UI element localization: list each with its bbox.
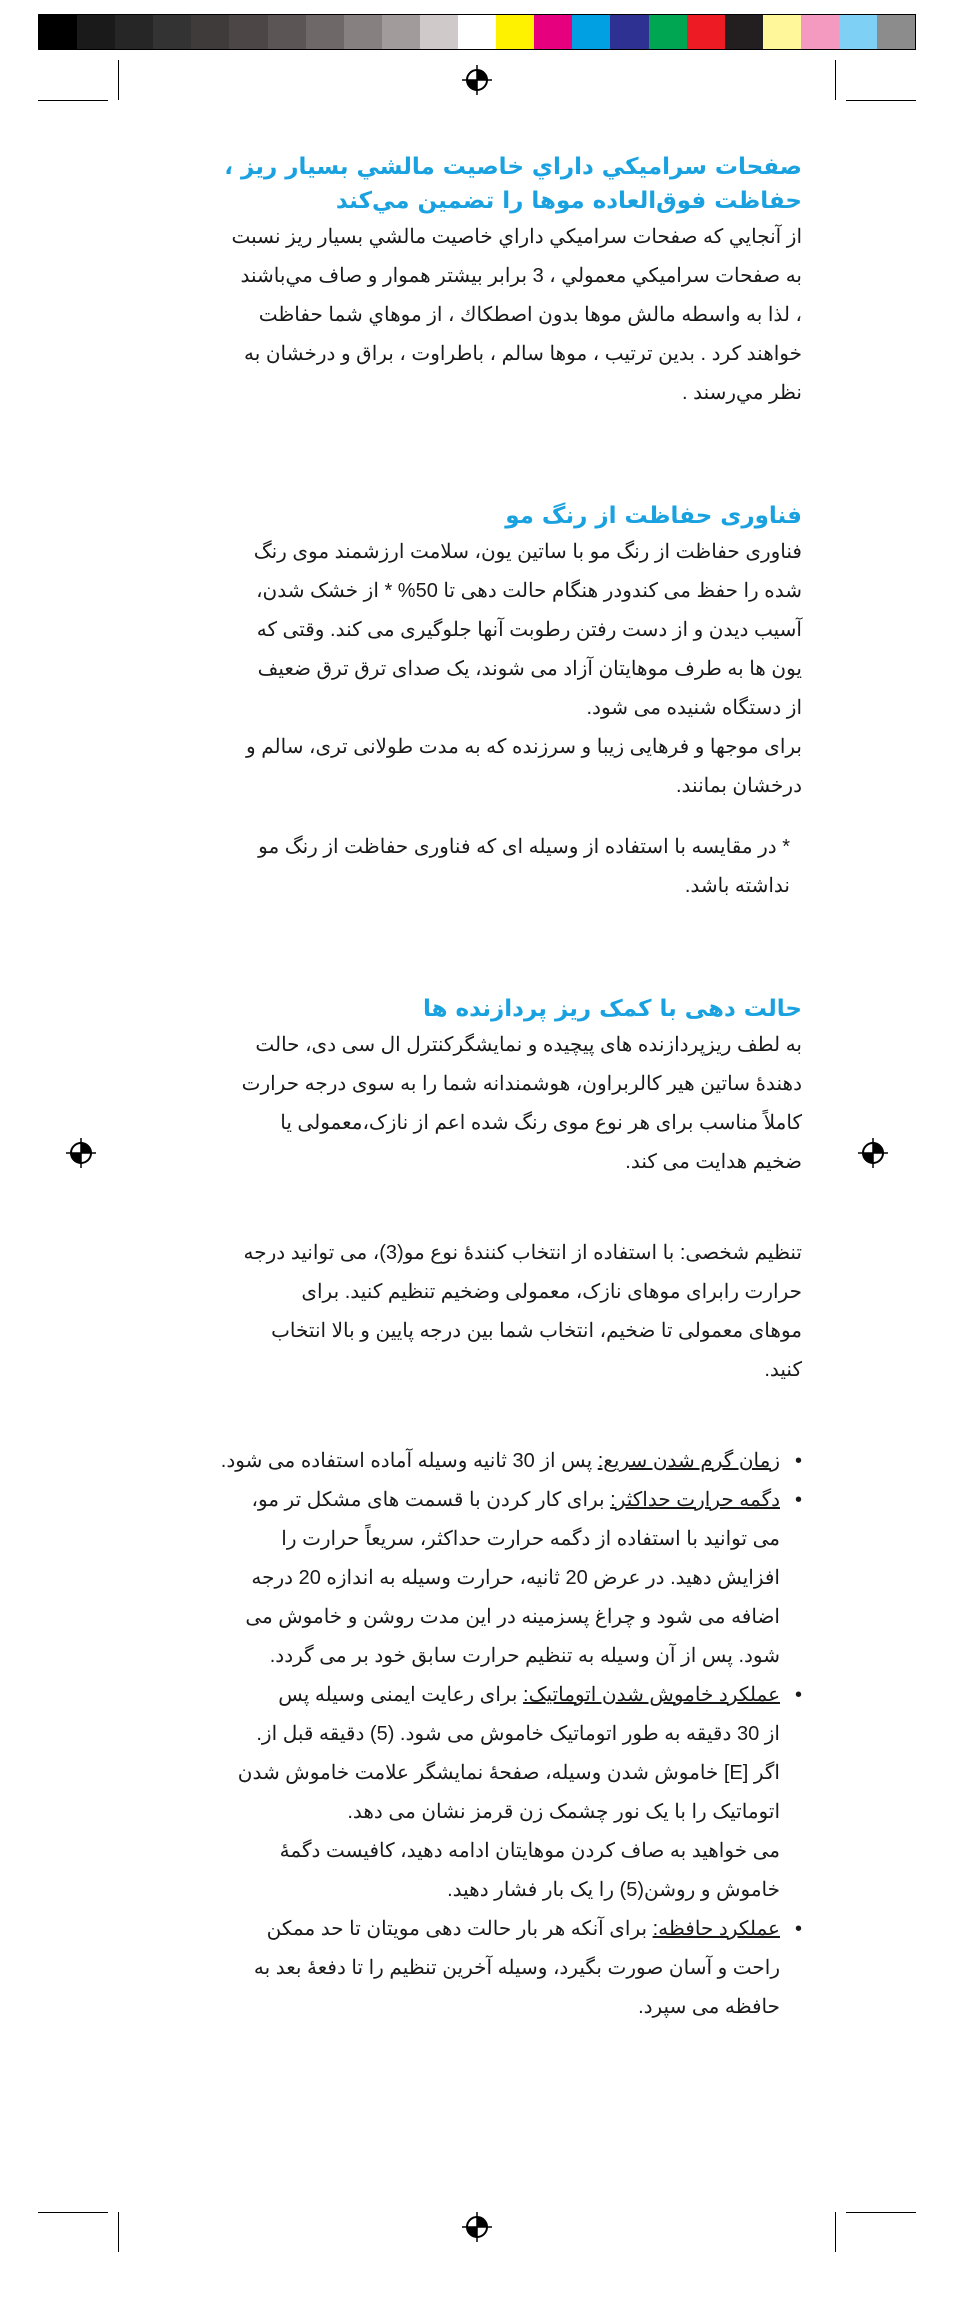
paragraph-line: به صفحات سراميكي معمولي ، 3 برابر بيشتر هموار و صاف مي‌باشند xyxy=(240,265,802,287)
list-item xyxy=(150,1481,802,1676)
feature-text-line: اگر [E] خاموش شدن وسیله، صفحۀ نمایشگر علامت خاموش شدن xyxy=(237,1762,780,1784)
color-swatch xyxy=(534,14,572,50)
paragraph-line: شده را حفظ می کندودر هنگام حالت دهی تا 50% * از خشک شدن، xyxy=(256,580,802,602)
bullet-icon: • xyxy=(794,1918,802,1940)
crop-mark xyxy=(835,2212,836,2252)
feature-text-line: حافظه می سپرد. xyxy=(638,1996,780,2018)
section-color-protection xyxy=(150,499,802,906)
crop-mark xyxy=(118,60,119,100)
paragraph-line: کنید. xyxy=(764,1359,802,1381)
section-ceramic-plates xyxy=(150,150,802,413)
feature-label: عملکرد خاموش شدن اتوماتیک: xyxy=(523,1684,780,1706)
feature-text: برای کار کردن با قسمت های مشکل تر مو، xyxy=(251,1489,611,1511)
paragraph-line: آسیب دیدن و از دست رفتن رطوبت آنها جلوگیری می کند. وقتی که xyxy=(256,619,802,641)
color-swatch xyxy=(458,14,496,50)
paragraph-line: نظر مي‌رسند . xyxy=(681,382,802,404)
color-swatch xyxy=(610,14,648,50)
color-swatch xyxy=(877,14,916,50)
registration-mark-icon xyxy=(66,1138,96,1168)
color-swatch xyxy=(77,14,115,50)
color-swatch xyxy=(725,14,763,50)
paragraph-line: تنظیم شخصی: با استفاده از انتخاب کنندۀ نوع مو(3)، می توانید درجه xyxy=(243,1242,802,1264)
bullet-icon: • xyxy=(794,1684,802,1706)
paragraph-line: ، لذا به واسطه مالش موها بدون اصطكاك ، از موهاي شما حفاظت xyxy=(258,304,802,326)
color-swatch xyxy=(839,14,877,50)
crop-mark xyxy=(846,100,916,101)
color-swatch xyxy=(191,14,229,50)
section-heading-line: صفحات سراميكي داراي خاصيت مالشي بسيار ريز ، xyxy=(224,154,802,180)
crop-mark xyxy=(118,2212,119,2252)
footnote-line: * در مقایسه با استفاده از وسیله ای که فناوری حفاظت از رنگ مو xyxy=(258,836,790,858)
paragraph-line: دهندۀ ساتین هیر کالربراون، هوشمندانه شما را به سوی درجه حرارت xyxy=(241,1073,802,1095)
feature-text-line: اضافه می شود و چراغ پسزمینه در این مدت روشن و خاموش می xyxy=(245,1606,780,1628)
color-swatch xyxy=(38,14,77,50)
color-swatch xyxy=(420,14,458,50)
section-heading: فناوری حفاظت از رنگ مو xyxy=(505,503,802,529)
color-swatch xyxy=(649,14,687,50)
feature-text: برای رعایت ایمنی وسیله پس xyxy=(278,1684,524,1706)
feature-text-line: می توانید با استفاده از دگمه حرارت حداکثر، سریعاً حرارت را xyxy=(281,1528,780,1550)
color-calibration-bar xyxy=(38,14,916,50)
registration-mark-icon xyxy=(462,2212,492,2242)
feature-text-line: افزایش دهید. در عرض 20 ثانیه، حرارت وسیله به اندازه 20 درجه xyxy=(251,1567,780,1589)
color-swatch xyxy=(229,14,267,50)
registration-mark-icon xyxy=(858,1138,888,1168)
color-swatch xyxy=(687,14,725,50)
section-microprocessor-styling xyxy=(150,992,802,2027)
bullet-icon: • xyxy=(794,1450,802,1472)
paragraph-line: از آنجايي كه صفحات سراميكي داراي خاصيت مالشي بسيار ريز نسبت xyxy=(231,226,802,248)
paragraph-line: کاملاً مناسب برای هر نوع موی رنگ شده اعم از نازک،معمولی یا xyxy=(280,1112,802,1134)
feature-text-line: راحت و آسان صورت بگیرد، وسیله آخرین تنظیم را تا دفعۀ بعد به xyxy=(253,1957,780,1979)
feature-list xyxy=(150,1442,802,2027)
crop-mark xyxy=(846,2212,916,2213)
paragraph-line: به لطف ریزپردازنده های پیچیده و نمایشگرکنترل ال سی دی، حالت xyxy=(255,1034,802,1056)
feature-text-line: می خواهید به صاف کردن موهایتان ادامه دهید، کافیست دگمۀ xyxy=(279,1840,780,1862)
crop-mark xyxy=(38,2212,108,2213)
feature-label: زمان گرم شدن سریع: xyxy=(597,1450,780,1472)
registration-mark-icon xyxy=(462,65,492,95)
color-swatch xyxy=(801,14,839,50)
paragraph-line: خواهند كرد . بدين ترتيب ، موها سالم ، باطراوت ، براق و درخشان به xyxy=(244,343,802,365)
section-heading-line: حفاظت فوق‌العاده موها را تضمين مي‌كند xyxy=(335,188,802,214)
list-item xyxy=(150,1910,802,2027)
feature-text-line: شود. پس از آن وسیله به تنظیم حرارت سابق خود بر می گردد. xyxy=(269,1645,780,1667)
paragraph-line: یون ها به طرف موهایتان آزاد می شوند، یک صدای ترق ترق ضعیف xyxy=(257,658,802,680)
color-swatch xyxy=(153,14,191,50)
document-body xyxy=(150,150,802,2027)
footnote-line: نداشته باشد. xyxy=(684,875,790,897)
feature-label: عملکرد حافظه: xyxy=(652,1918,780,1940)
feature-text-line: خاموش و روشن(5) را یک بار فشار دهید. xyxy=(447,1879,780,1901)
color-swatch xyxy=(382,14,420,50)
color-swatch xyxy=(496,14,534,50)
bullet-icon: • xyxy=(794,1489,802,1511)
crop-mark xyxy=(38,100,108,101)
color-swatch xyxy=(344,14,382,50)
paragraph-line: ضخیم هدایت می کند. xyxy=(625,1151,802,1173)
section-heading: حالت دهی با کمک ریز پردازنده ها xyxy=(422,996,802,1022)
paragraph-line: فناوری حفاظت از رنگ مو با ساتین یون، سلامت ارزشمند موی رنگ xyxy=(253,541,802,563)
feature-text: پس از 30 ثانیه وسیله آماده استفاده می شود. xyxy=(220,1450,598,1472)
color-swatch xyxy=(306,14,344,50)
feature-label: دگمه حرارت حداکثر: xyxy=(610,1489,780,1511)
paragraph-line: درخشان بمانند. xyxy=(676,775,802,797)
crop-mark xyxy=(835,60,836,100)
feature-text-line: اتوماتیک را با یک نور چشمک زن قرمز نشان می دهد. xyxy=(347,1801,780,1823)
feature-text: برای آنکه هر بار حالت دهی مویتان تا حد ممکن xyxy=(266,1918,653,1940)
list-item xyxy=(150,1442,802,1481)
list-item xyxy=(150,1676,802,1910)
color-swatch xyxy=(763,14,801,50)
paragraph-line: از دستگاه شنیده می شود. xyxy=(586,697,802,719)
paragraph-line: موهای معمولی تا ضخیم، انتخاب شما بین درجه پایین و بالا انتخاب xyxy=(271,1320,802,1342)
paragraph-line: برای موجها و فرهایی زیبا و سرزنده که به مدت طولانی تری، سالم و xyxy=(246,736,802,758)
paragraph-line: حرارت رابرای موهای نازک، معمولی وضخیم تنظیم کنید. برای xyxy=(301,1281,802,1303)
feature-text-line: از 30 دقیقه به طور اتوماتیک خاموش می شود. (5) دقیقه قبل از. xyxy=(256,1723,780,1745)
color-swatch xyxy=(572,14,610,50)
color-swatch xyxy=(268,14,306,50)
color-swatch xyxy=(115,14,153,50)
